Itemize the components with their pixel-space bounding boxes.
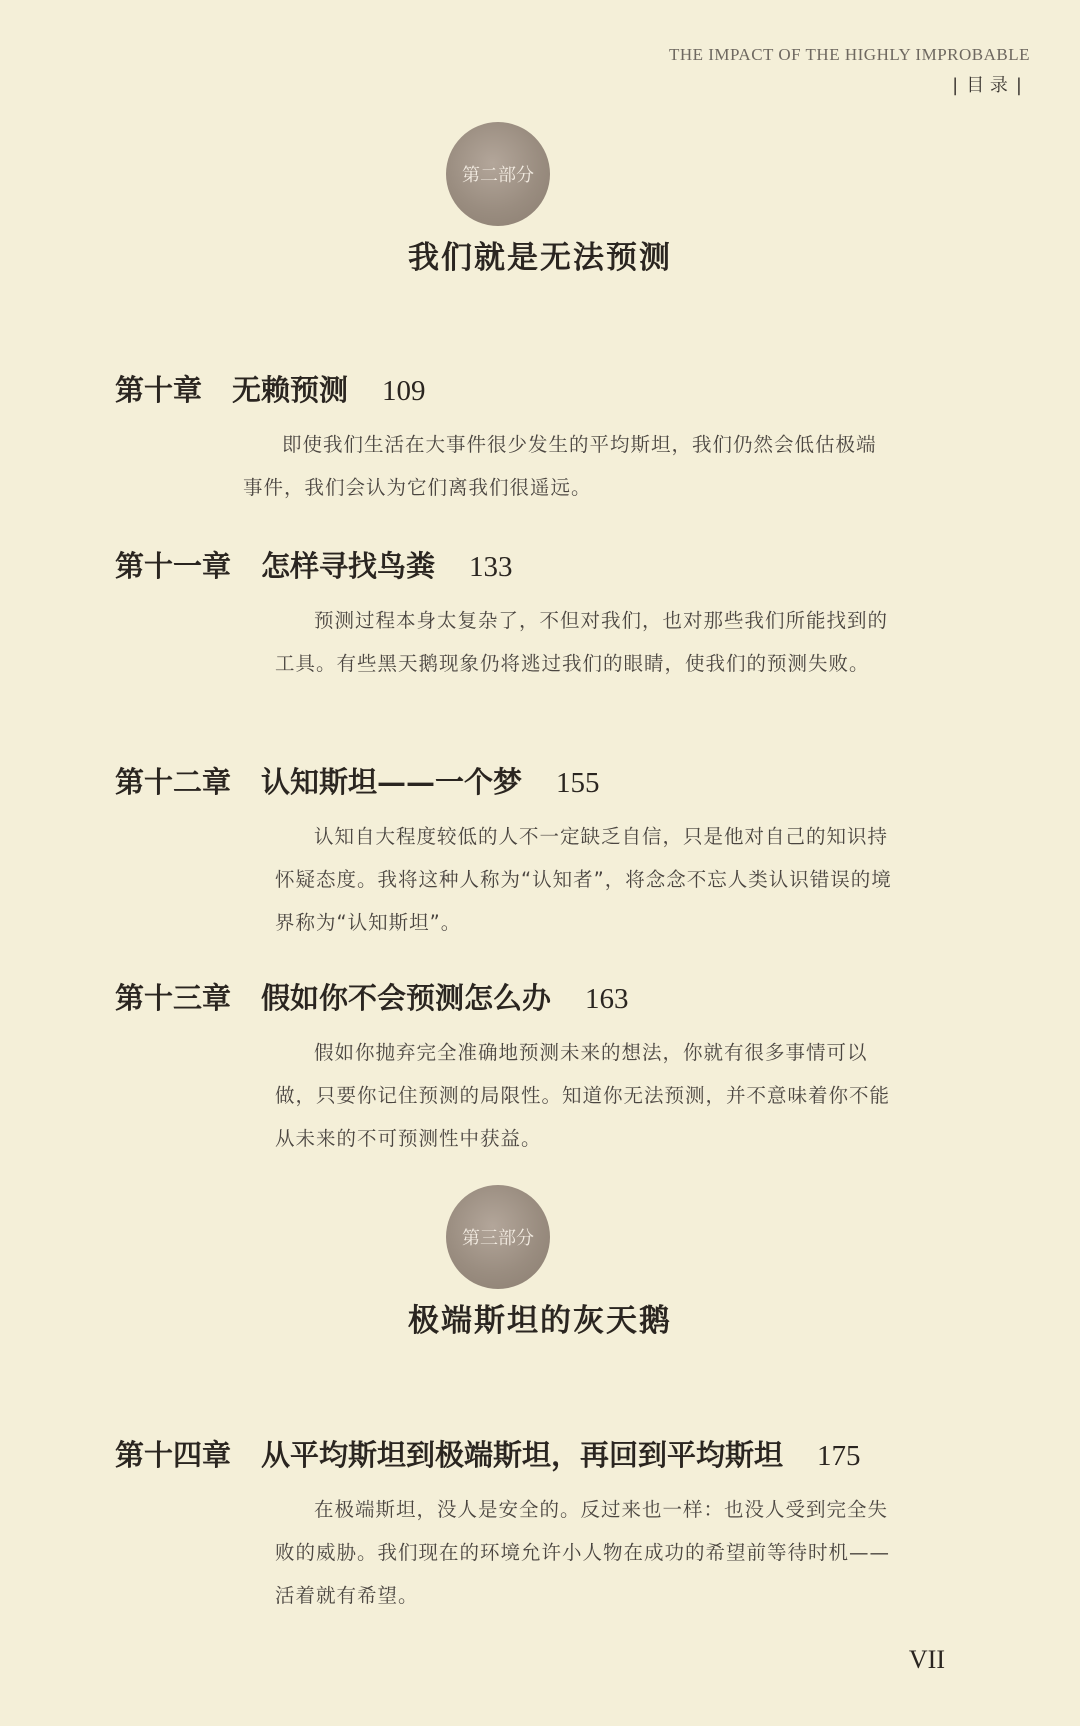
chapter-entry[interactable] [115, 544, 895, 685]
running-head [669, 45, 1030, 97]
part-badge: 第三部分 [446, 1185, 550, 1289]
chapter-number: 第十一章 [115, 549, 232, 583]
chapter-heading [115, 1433, 895, 1474]
part-title: 我们就是无法预测 [408, 240, 672, 276]
chapter-entry[interactable] [115, 760, 895, 944]
book-title-english: THE IMPACT OF THE HIGHLY IMPROBABLE [668, 45, 1030, 64]
chapter-number: 第十章 [115, 373, 203, 407]
chapter-entry[interactable] [115, 368, 895, 509]
chapter-title: 怎样寻找鸟粪 [261, 549, 436, 583]
part-badge: 第二部分 [446, 122, 550, 226]
chapter-description: 假如你抛弃完全准确地预测未来的想法，你就有很多事情可以做，只要你记住预测的局限性。知道你无法预测，并不意味着你不能从未来的不可预测性中获益。 [275, 1041, 891, 1150]
chapter-entry[interactable] [115, 976, 895, 1160]
chapter-page: 155 [556, 767, 600, 799]
chapter-description: 即使我们生活在大事件很少发生的平均斯坦，我们仍然会低估极端事件，我们会认为它们离我们很遥远。 [243, 433, 877, 499]
chapter-page: 175 [817, 1440, 861, 1472]
divider: | [1015, 75, 1022, 96]
chapter-page: 109 [382, 375, 426, 407]
chapter-heading [115, 544, 895, 585]
chapter-entry[interactable] [115, 1433, 895, 1617]
chapter-page: 133 [469, 551, 513, 583]
chapter-number: 第十二章 [115, 765, 232, 799]
divider: | [952, 75, 959, 96]
chapter-description: 在极端斯坦，没人是安全的。反过来也一样：也没人受到完全失败的威胁。我们现在的环境允许小人物在成功的希望前等待时机——活着就有希望。 [275, 1498, 891, 1607]
chapter-page: 163 [585, 983, 629, 1015]
chapter-title: 认知斯坦——一个梦 [261, 765, 523, 799]
chapter-number: 第十四章 [115, 1438, 232, 1472]
chapter-heading [115, 368, 895, 409]
chapter-heading [115, 760, 895, 801]
section-label-text: 目 录 [966, 75, 1008, 96]
chapter-title: 假如你不会预测怎么办 [261, 981, 552, 1015]
chapter-number: 第十三章 [115, 981, 232, 1015]
page-number: VII [908, 1645, 945, 1674]
chapter-heading [115, 976, 895, 1017]
chapter-title: 无赖预测 [232, 373, 349, 407]
part-title: 极端斯坦的灰天鹅 [408, 1303, 672, 1339]
chapter-description: 预测过程本身太复杂了，不但对我们，也对那些我们所能找到的工具。有些黑天鹅现象仍将逃过我们的眼睛，使我们的预测失败。 [275, 609, 889, 675]
chapter-description: 认知自大程度较低的人不一定缺乏自信，只是他对自己的知识持怀疑态度。我将这种人称为“认知者”，将念念不忘人类认识错误的境界称为“认知斯坦”。 [275, 825, 892, 934]
chapter-title: 从平均斯坦到极端斯坦，再回到平均斯坦 [261, 1438, 784, 1472]
section-label [669, 71, 1030, 97]
